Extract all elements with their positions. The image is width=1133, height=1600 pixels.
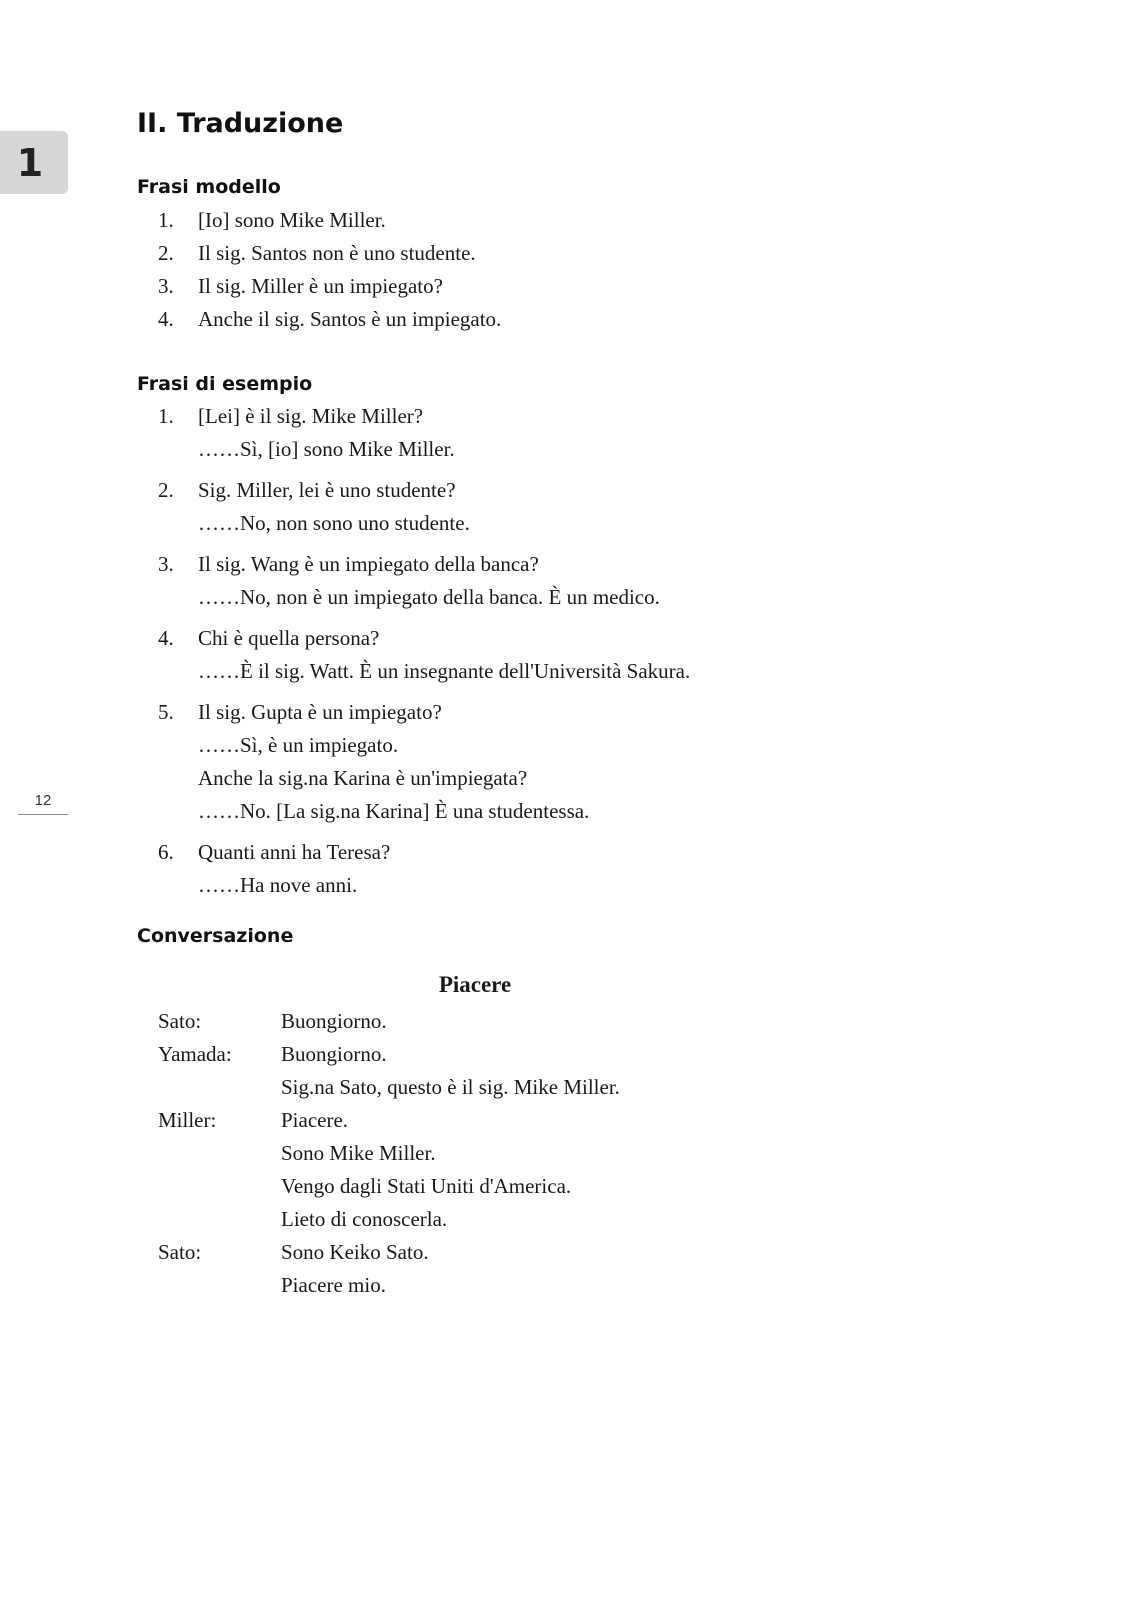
speaker: Miller: (158, 1108, 217, 1132)
dialogue-line (158, 1137, 620, 1170)
frasi-modello-list (158, 204, 501, 336)
dialogue-line (158, 1071, 620, 1104)
item-answer: ……È il sig. Watt. È un insegnante dell'Università Sakura. (198, 659, 691, 683)
item-question: Il sig. Gupta è un impiegato? (198, 700, 442, 724)
conversazione-heading: Conversazione (137, 925, 294, 947)
list-item (158, 696, 690, 828)
dialogue-text: Sono Keiko Sato. (281, 1240, 429, 1264)
dialogue-text: Sig.na Sato, questo è il sig. Mike Miller. (281, 1075, 620, 1099)
list-item (158, 836, 690, 902)
item-question: Anche la sig.na Karina è un'impiegata? (198, 766, 528, 790)
conversation-title: Piacere (438, 972, 512, 997)
speaker: Sato: (158, 1009, 202, 1033)
list-item (158, 303, 501, 336)
dialogue-line (158, 1005, 620, 1038)
dialogue-text: Sono Mike Miller. (281, 1141, 436, 1165)
item-text: Il sig. Santos non è uno studente. (198, 241, 476, 265)
list-item (158, 548, 690, 614)
item-number: 4. (158, 307, 174, 331)
item-number: 1. (158, 404, 174, 428)
item-question: Il sig. Wang è un impiegato della banca? (198, 552, 539, 576)
item-answer: ……Sì, è un impiegato. (198, 733, 399, 757)
speaker: Yamada: (158, 1042, 232, 1066)
speaker (158, 1170, 281, 1203)
dialogue-text: Vengo dagli Stati Uniti d'America. (281, 1174, 572, 1198)
item-answer: ……No, non sono uno studente. (198, 511, 470, 535)
speaker (158, 1137, 281, 1170)
dialogue-line (158, 1104, 620, 1137)
item-answer: ……No. [La sig.na Karina] È una studentessa. (198, 799, 590, 823)
item-number: 1. (158, 208, 174, 232)
item-number: 2. (158, 241, 174, 265)
speaker (158, 1203, 281, 1236)
item-answer: ……Sì, [io] sono Mike Miller. (198, 437, 455, 461)
list-item (158, 270, 501, 303)
dialogue-text: Piacere mio. (281, 1273, 386, 1297)
item-number: 3. (158, 274, 174, 298)
chapter-tab: 1 (0, 131, 68, 194)
item-question: Sig. Miller, lei è uno studente? (198, 478, 456, 502)
speaker (158, 1071, 281, 1104)
item-text: Il sig. Miller è un impiegato? (198, 274, 443, 298)
item-question: [Lei] è il sig. Mike Miller? (198, 404, 424, 428)
dialogue-text: Buongiorno. (281, 1009, 387, 1033)
dialogue-line (158, 1236, 620, 1269)
item-answer: ……Ha nove anni. (198, 873, 358, 897)
item-number: 4. (158, 626, 174, 650)
item-text: [Io] sono Mike Miller. (198, 208, 386, 232)
item-question: Chi è quella persona? (198, 626, 380, 650)
item-question: Quanti anni ha Teresa? (198, 840, 391, 864)
list-item (158, 204, 501, 237)
dialogue-text: Piacere. (281, 1108, 349, 1132)
list-item (158, 474, 690, 540)
list-item (158, 622, 690, 688)
dialogue-line (158, 1269, 620, 1302)
speaker: Sato: (158, 1240, 202, 1264)
dialogue-text: Lieto di conoscerla. (281, 1207, 448, 1231)
item-number: 3. (158, 552, 174, 576)
frasi-esempio-list (158, 400, 690, 910)
item-number: 6. (158, 840, 174, 864)
dialogue (158, 1005, 620, 1302)
dialogue-text: Buongiorno. (281, 1042, 387, 1066)
item-answer: ……No, non è un impiegato della banca. È un medico. (198, 585, 660, 609)
speaker (158, 1269, 281, 1302)
frasi-modello-heading: Frasi modello (137, 176, 281, 198)
frasi-esempio-heading: Frasi di esempio (137, 373, 313, 395)
dialogue-line (158, 1038, 620, 1071)
list-item (158, 237, 501, 270)
page-number: 12 (18, 792, 68, 815)
dialogue-line (158, 1170, 620, 1203)
dialogue-line (158, 1203, 620, 1236)
item-text: Anche il sig. Santos è un impiegato. (198, 307, 502, 331)
item-number: 5. (158, 700, 174, 724)
item-number: 2. (158, 478, 174, 502)
section-title: II. Traduzione (137, 108, 344, 139)
list-item (158, 400, 690, 466)
